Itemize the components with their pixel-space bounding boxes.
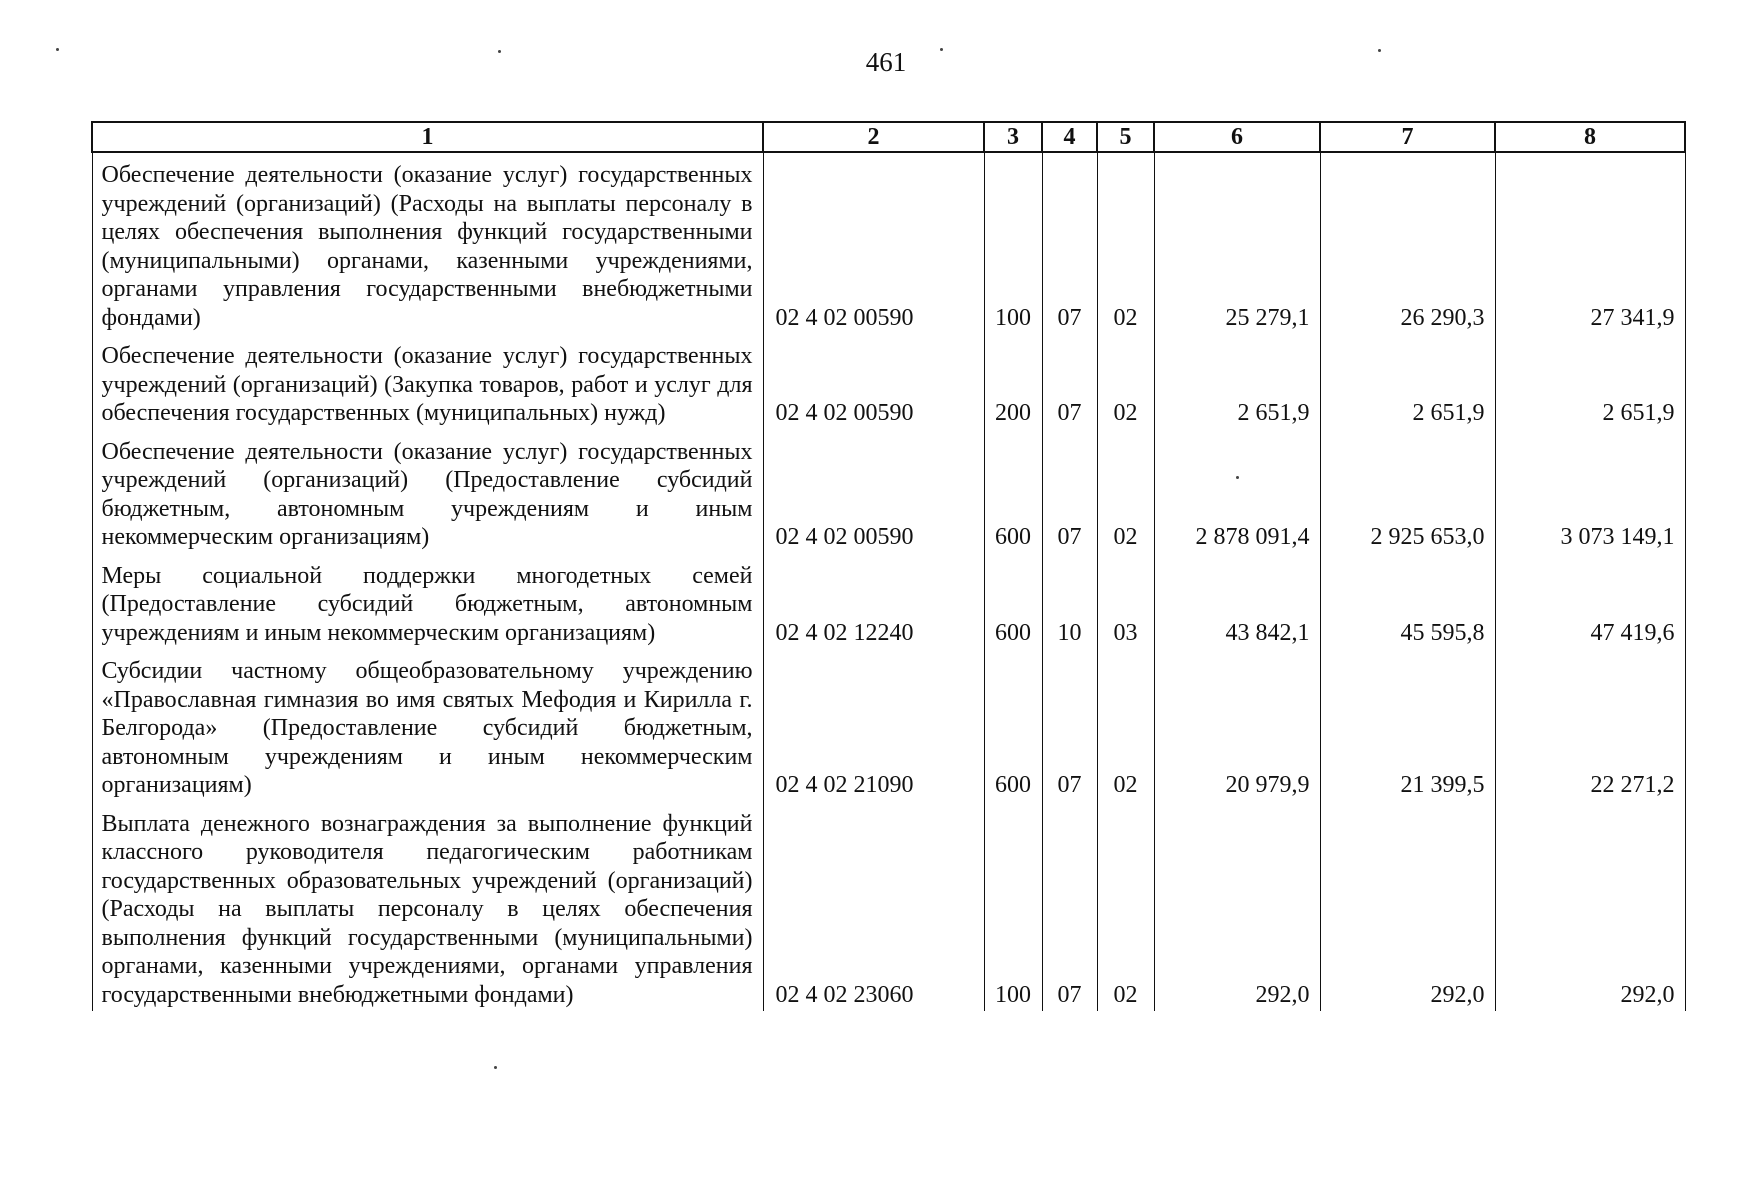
row-target-code: 02 4 02 00590 (763, 334, 984, 430)
table-row (92, 334, 1685, 430)
row-amount-col8: 2 651,9 (1495, 334, 1685, 430)
row-target-code: 02 4 02 00590 (763, 152, 984, 334)
column-header-5: 5 (1097, 122, 1154, 152)
row-description: Выплата денежного вознаграждения за выполнение функций классного руководителя педагогическим работникам государственных образовательных учреждений (организаций) (Расходы на выплаты персоналу в целях обеспечения выполнения функций государственными (муниципальными) органами, казенными учреждениями, органами управления государственными внебюджетными фондами) (92, 802, 763, 1012)
row-amount-col8: 3 073 149,1 (1495, 430, 1685, 554)
scan-speck (56, 48, 59, 51)
row-amount-col6: 20 979,9 (1154, 649, 1320, 802)
row-amount-col7: 21 399,5 (1320, 649, 1495, 802)
row-subsection: 02 (1097, 152, 1154, 334)
scan-speck (1378, 49, 1381, 52)
row-section: 07 (1042, 430, 1097, 554)
row-subsection: 02 (1097, 802, 1154, 1012)
table-body (92, 152, 1685, 1011)
table-header (92, 122, 1685, 152)
row-amount-col6: 25 279,1 (1154, 152, 1320, 334)
row-section: 07 (1042, 152, 1097, 334)
column-header-2: 2 (763, 122, 984, 152)
row-subsection: 02 (1097, 334, 1154, 430)
row-target-code: 02 4 02 00590 (763, 430, 984, 554)
row-target-code: 02 4 02 23060 (763, 802, 984, 1012)
row-amount-col7: 2 925 653,0 (1320, 430, 1495, 554)
row-target-code: 02 4 02 12240 (763, 554, 984, 650)
row-amount-col6: 2 651,9 (1154, 334, 1320, 430)
row-section: 07 (1042, 802, 1097, 1012)
page-number: 461 (865, 47, 907, 77)
scan-speck (498, 50, 501, 53)
scan-speck (940, 48, 943, 51)
row-description: Обеспечение деятельности (оказание услуг) государственных учреждений (организаций) (Предоставление субсидий бюджетным, автономным учреждениям и иным некоммерческим организациям) (92, 430, 763, 554)
row-amount-col7: 292,0 (1320, 802, 1495, 1012)
scan-speck (494, 1066, 497, 1069)
row-description: Обеспечение деятельности (оказание услуг) государственных учреждений (организаций) (Расходы на выплаты персоналу в целях обеспечения выполнения функций государственными (муниципальными) органами, казенными учреждениями, органами управления государственными внебюджетными фондами) (92, 152, 763, 334)
row-amount-col8: 27 341,9 (1495, 152, 1685, 334)
column-header-1: 1 (92, 122, 763, 152)
row-expense-type: 600 (984, 430, 1042, 554)
row-amount-col7: 26 290,3 (1320, 152, 1495, 334)
column-header-8: 8 (1495, 122, 1685, 152)
row-subsection: 03 (1097, 554, 1154, 650)
scan-speck (1236, 476, 1239, 479)
row-amount-col6: 292,0 (1154, 802, 1320, 1012)
row-amount-col7: 2 651,9 (1320, 334, 1495, 430)
row-section: 07 (1042, 334, 1097, 430)
table-row (92, 802, 1685, 1012)
row-expense-type: 600 (984, 649, 1042, 802)
row-amount-col8: 22 271,2 (1495, 649, 1685, 802)
table-row (92, 152, 1685, 334)
table-row (92, 430, 1685, 554)
row-amount-col7: 45 595,8 (1320, 554, 1495, 650)
row-subsection: 02 (1097, 430, 1154, 554)
row-subsection: 02 (1097, 649, 1154, 802)
header-row (92, 122, 1685, 152)
budget-table (91, 121, 1686, 1011)
column-header-7: 7 (1320, 122, 1495, 152)
row-amount-col6: 43 842,1 (1154, 554, 1320, 650)
row-amount-col6: 2 878 091,4 (1154, 430, 1320, 554)
column-header-3: 3 (984, 122, 1042, 152)
table-row (92, 649, 1685, 802)
row-section: 07 (1042, 649, 1097, 802)
row-description: Меры социальной поддержки многодетных семей (Предоставление субсидий бюджетным, автономным учреждениям и иным некоммерческим организациям) (92, 554, 763, 650)
row-expense-type: 200 (984, 334, 1042, 430)
row-expense-type: 100 (984, 152, 1042, 334)
row-target-code: 02 4 02 21090 (763, 649, 984, 802)
row-amount-col8: 292,0 (1495, 802, 1685, 1012)
row-section: 10 (1042, 554, 1097, 650)
table-row (92, 554, 1685, 650)
column-header-4: 4 (1042, 122, 1097, 152)
row-description: Субсидии частному общеобразовательному учреждению «Православная гимназия во имя святых Мефодия и Кирилла г. Белгорода» (Предоставление субсидий бюджетным, автономным учреждениям и иным некоммерческим организациям) (92, 649, 763, 802)
row-amount-col8: 47 419,6 (1495, 554, 1685, 650)
row-expense-type: 600 (984, 554, 1042, 650)
row-description: Обеспечение деятельности (оказание услуг) государственных учреждений (организаций) (Закупка товаров, работ и услуг для обеспечения государственных (муниципальных) нужд) (92, 334, 763, 430)
row-expense-type: 100 (984, 802, 1042, 1012)
column-header-6: 6 (1154, 122, 1320, 152)
